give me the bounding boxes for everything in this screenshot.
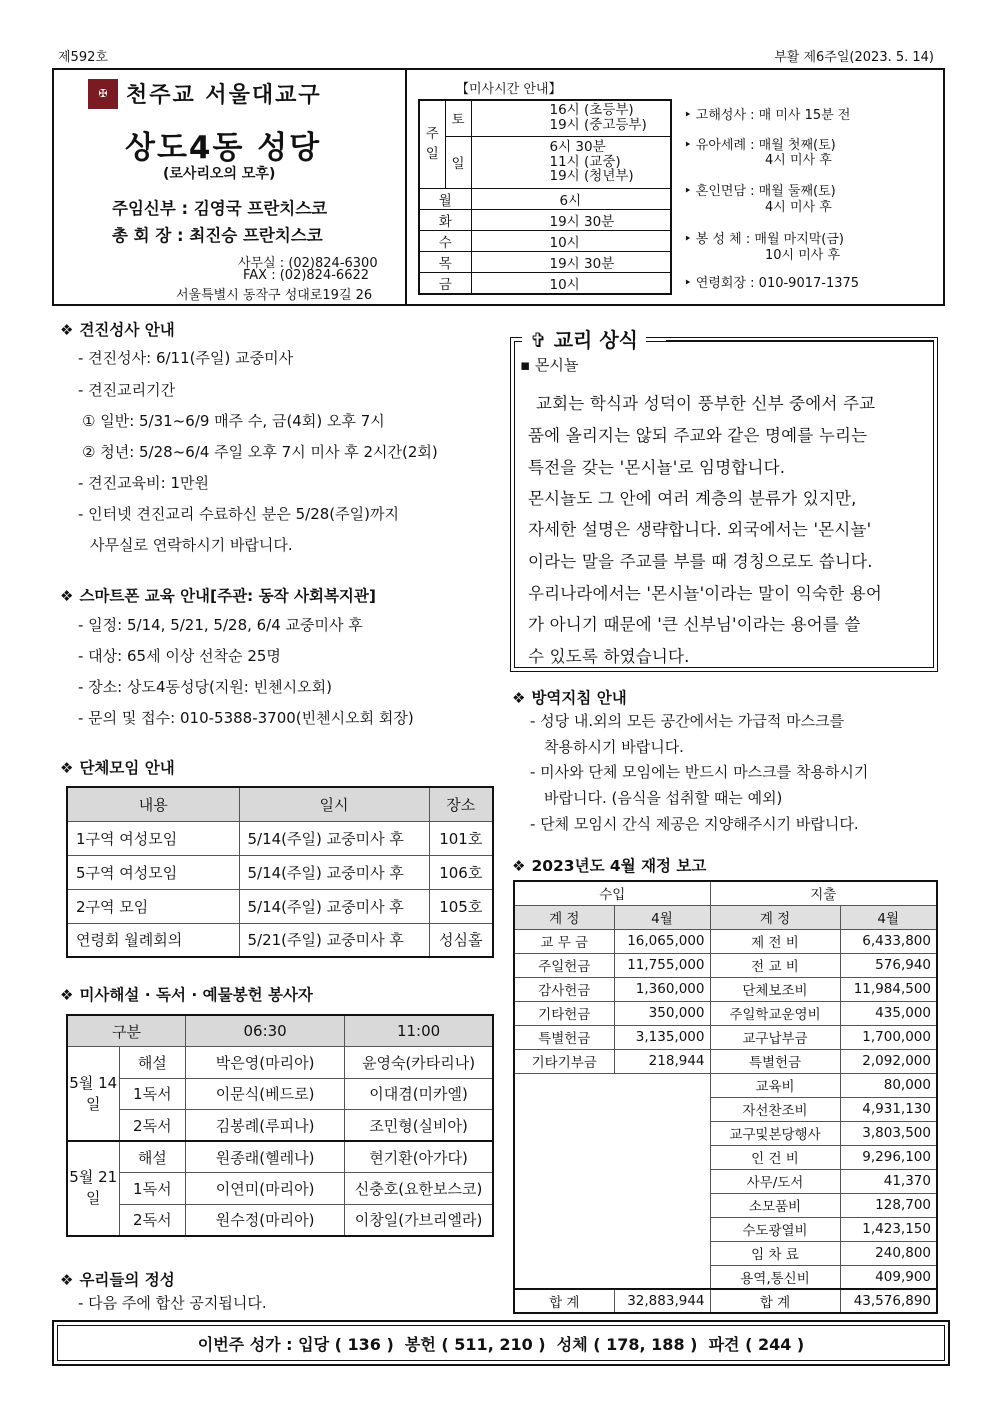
header-divider [405, 68, 407, 306]
finance-col-header: 4월 [614, 905, 710, 929]
group-name: 1구역 여성모임 [67, 821, 239, 855]
expense-item: 교구및본당행사 [710, 1121, 840, 1145]
mass-time: 6시 30분 [549, 138, 606, 155]
baptism-info-time: 4시 미사 후 [765, 153, 832, 168]
doctrine-line: 수 있도록 하였습니다. [528, 647, 690, 666]
volunteers-title [60, 983, 313, 1005]
confirmation-line: 사무실로 연락하시기 바랍니다. [90, 536, 293, 554]
table-row [67, 1204, 493, 1236]
table-row [514, 1025, 937, 1049]
confirmation-line: - 견진성사: 6/11(주일) 교중미사 [78, 349, 294, 367]
mass-day: 일 [445, 136, 471, 188]
confirmation-line: - 견진교육비: 1만원 [78, 474, 209, 492]
group-name: 연령회 월례회의 [67, 923, 239, 957]
group-time: 5/21(주일) 교중미사 후 [239, 923, 429, 957]
table-row [67, 821, 493, 855]
group-place: 101호 [429, 821, 493, 855]
smartphone-title [60, 584, 376, 606]
confirmation-line: - 인터넷 견진교리 수료하신 분은 5/28(주일)까지 [78, 505, 399, 523]
smartphone-line: - 일정: 5/14, 5/21, 5/28, 6/4 교중미사 후 [78, 616, 363, 634]
mass-day: 월 [419, 188, 471, 209]
volunteer-name: 원수정(마리아) [186, 1204, 345, 1236]
volunteers-table [66, 1014, 494, 1237]
diamond-icon: ❖ [60, 321, 74, 339]
table-row [514, 1001, 937, 1025]
mass-time: 19시 (중고등부) [549, 117, 647, 134]
mass-schedule-title: 【미사시간 안내】 [456, 82, 562, 97]
church-name: 상도4동 성당 [125, 130, 322, 166]
income-amount: 3,135,000 [614, 1025, 710, 1049]
expense-item: 사무/도서 [710, 1169, 840, 1193]
confirmation-title-text: 견진성사 안내 [79, 321, 175, 339]
mass-time: 19시 30분 [471, 251, 671, 272]
volunteer-name: 이문식(베드로) [186, 1078, 345, 1110]
smartphone-line: - 문의 및 접수: 010-5388-3700(빈첸시오회 회장) [78, 709, 414, 727]
expense-item: 교육비 [710, 1073, 840, 1097]
expense-amount: 128,700 [840, 1193, 937, 1217]
mass-time: 19시 30분 [471, 209, 671, 230]
doctrine-line: 가 아니기 때문에 '큰 신부님'이라는 용어를 쓸 [528, 615, 861, 634]
expense-amount: 6,433,800 [840, 929, 937, 953]
anointing-info: ‣ 봉 성 체 : 매월 마지막(금) [684, 232, 845, 247]
offering-title [60, 1268, 175, 1290]
income-header: 수입 [514, 881, 710, 905]
volunteer-name: 이연미(마리아) [186, 1173, 345, 1205]
expense-amount: 4,931,130 [840, 1097, 937, 1121]
mass-day: 목 [419, 251, 471, 272]
volunteer-role: 해설 [119, 1047, 186, 1079]
diocese-logo [88, 78, 322, 109]
marriage-info-time: 4시 미사 후 [765, 200, 832, 215]
anointing-info-time: 10시 미사 후 [765, 248, 841, 263]
mass-time: 10시 [471, 230, 671, 251]
expense-item: 주일학교운영비 [710, 1001, 840, 1025]
expense-amount: 2,092,000 [840, 1049, 937, 1073]
income-amount: 350,000 [614, 1001, 710, 1025]
table-row [514, 977, 937, 1001]
volunteer-name: 신충호(요한보스코) [345, 1173, 493, 1205]
groups-header: 내용 [67, 787, 239, 821]
volunteers-header: 구분 [67, 1015, 186, 1047]
volunteer-name: 현기환(아가다) [345, 1141, 493, 1173]
doctrine-subtitle: ▪ 몬시뇰 [520, 356, 579, 374]
groups-header: 장소 [429, 787, 493, 821]
income-amount: 1,360,000 [614, 977, 710, 1001]
volunteer-name: 김봉례(루피나) [186, 1110, 345, 1142]
group-place: 105호 [429, 889, 493, 923]
expense-item: 자선찬조비 [710, 1097, 840, 1121]
finance-col-header: 계 정 [710, 905, 840, 929]
diamond-icon: ❖ [60, 759, 74, 777]
doctrine-line: 특전을 갖는 '몬시뇰'로 임명합니다. [528, 458, 786, 477]
office-phone: 사무실 : (02)824-6300 [238, 256, 378, 271]
smartphone-line: - 대상: 65세 이상 선착순 25명 [78, 647, 281, 665]
diocese-name: 천주교 서울대교구 [126, 83, 322, 108]
income-item: 기타기부금 [514, 1049, 614, 1073]
expense-item: 단체보조비 [710, 977, 840, 1001]
volunteer-name: 윤영숙(카타리나) [345, 1047, 493, 1079]
doctrine-line: 몬시뇰도 그 안에 여러 계층의 분류가 있지만, [528, 489, 857, 508]
volunteer-role: 1독서 [119, 1078, 186, 1110]
volunteers-title-text: 미사해설 · 독서 · 예물봉헌 봉사자 [79, 986, 313, 1004]
volunteer-role: 1독서 [119, 1173, 186, 1205]
sunday-label: 주일 [419, 100, 445, 188]
expense-amount: 3,803,500 [840, 1121, 937, 1145]
finance-title [512, 854, 706, 876]
volunteer-role: 2독서 [119, 1204, 186, 1236]
expense-item: 임 차 료 [710, 1241, 840, 1265]
mass-time: 6시 [471, 188, 671, 209]
finance-col-header: 계 정 [514, 905, 614, 929]
expense-item: 전 교 비 [710, 953, 840, 977]
mass-day: 화 [419, 209, 471, 230]
table-row [67, 1110, 493, 1142]
income-blank-area [514, 1073, 710, 1289]
mass-day: 금 [419, 272, 471, 294]
volunteer-date: 5월 21일 [67, 1141, 119, 1236]
expense-item: 수도광열비 [710, 1217, 840, 1241]
volunteer-role: 해설 [119, 1141, 186, 1173]
diamond-icon: ❖ [60, 986, 74, 1004]
hymn-numbers: 이번주 성가 : 입당 ( 136 ) 봉헌 ( 511, 210 ) 성체 ( 178, 188 ) 파견 ( 244 ) [57, 1325, 945, 1361]
expense-total: 43,576,890 [840, 1289, 937, 1313]
issue-number: 제592호 [58, 50, 108, 65]
volunteer-name: 이창일(가브리엘라) [345, 1204, 493, 1236]
volunteer-name: 이대겸(미카엘) [345, 1078, 493, 1110]
group-time: 5/14(주일) 교중미사 후 [239, 855, 429, 889]
table-row [67, 1173, 493, 1205]
expense-item: 용역,통신비 [710, 1265, 840, 1289]
smartphone-title-text: 스마트폰 교육 안내[주관: 동작 사회복지관] [79, 587, 376, 605]
expense-amount: 435,000 [840, 1001, 937, 1025]
volunteers-header: 06:30 [186, 1015, 345, 1047]
confession-info: ‣ 고해성사 : 매 미사 15분 전 [684, 108, 851, 123]
income-total-label: 합 계 [514, 1289, 614, 1313]
finance-title-text: 2023년도 4월 재정 보고 [531, 857, 707, 875]
expense-amount: 9,296,100 [840, 1145, 937, 1169]
expense-amount: 1,700,000 [840, 1025, 937, 1049]
table-row [67, 1141, 493, 1173]
groups-title-text: 단체모임 안내 [79, 759, 175, 777]
table-row [67, 1047, 493, 1079]
doctrine-line: 이라는 말을 주교를 부를 때 경칭으로도 씁니다. [528, 552, 873, 571]
doctrine-line: 품에 올리지는 않되 주교와 같은 명예를 누리는 [528, 426, 868, 445]
pastor-name: 주임신부 : 김영국 프란치스코 [112, 199, 328, 218]
groups-header: 일시 [239, 787, 429, 821]
income-item: 주일헌금 [514, 953, 614, 977]
income-item: 특별헌금 [514, 1025, 614, 1049]
table-row [67, 889, 493, 923]
offering-title-text: 우리들의 정성 [79, 1271, 175, 1289]
diamond-icon: ❖ [60, 587, 74, 605]
group-place: 106호 [429, 855, 493, 889]
church-patron: (로사리오의 모후) [163, 166, 276, 182]
prevention-line: - 성당 내.외의 모든 공간에서는 가급적 마스크를 [530, 712, 845, 730]
mass-time: 19시 (청년부) [549, 168, 634, 185]
mass-time: 10시 [471, 272, 671, 294]
table-row [67, 855, 493, 889]
confirmation-title [60, 318, 175, 340]
expense-amount: 11,984,500 [840, 977, 937, 1001]
volunteer-role: 2독서 [119, 1110, 186, 1142]
volunteer-name: 조민형(실비아) [345, 1110, 493, 1142]
expense-amount: 240,800 [840, 1241, 937, 1265]
mass-time: 16시 (초등부) [549, 102, 634, 119]
group-time: 5/14(주일) 교중미사 후 [239, 889, 429, 923]
finance-col-header: 4월 [840, 905, 937, 929]
expense-amount: 576,940 [840, 953, 937, 977]
smartphone-line: - 장소: 상도4동성당(지원: 빈첸시오회) [78, 678, 332, 696]
expense-item: 특별헌금 [710, 1049, 840, 1073]
confirmation-line: ① 일반: 5/31~6/9 매주 수, 금(4회) 오후 7시 [82, 412, 385, 430]
expense-total-label: 합 계 [710, 1289, 840, 1313]
cross-logo-icon: ✠ [88, 79, 118, 109]
mass-day: 수 [419, 230, 471, 251]
prevention-title [512, 686, 627, 708]
mass-times [471, 136, 671, 188]
expense-amount: 41,370 [840, 1169, 937, 1193]
diamond-icon: ❖ [60, 1271, 74, 1289]
office-fax: FAX : (02)824-6622 [243, 268, 370, 283]
income-amount: 218,944 [614, 1049, 710, 1073]
mass-times [471, 100, 671, 136]
confirmation-line: ② 청년: 5/28~6/4 주일 오후 7시 미사 후 2시간(2회) [82, 443, 438, 461]
volunteer-name: 원종래(헬레나) [186, 1141, 345, 1173]
mass-time: 11시 (교중) [549, 153, 621, 170]
diamond-icon: ❖ [512, 689, 526, 707]
volunteer-date: 5월 14일 [67, 1047, 119, 1142]
total-row [514, 1289, 937, 1313]
doctrine-title-rule [666, 337, 934, 341]
expense-item: 인 건 비 [710, 1145, 840, 1169]
table-row [514, 929, 937, 953]
expense-header: 지출 [710, 881, 937, 905]
doctrine-line: 우리나라에서는 '몬시뇰'이라는 말이 익숙한 용어 [528, 584, 883, 603]
baptism-info: ‣ 유아세례 : 매월 첫째(토) [684, 138, 836, 153]
expense-item: 소모품비 [710, 1193, 840, 1217]
issue-date: 부활 제6주일(2023. 5. 14) [774, 50, 934, 65]
prevention-line: - 미사와 단체 모임에는 반드시 마스크를 착용하시기 [530, 763, 869, 781]
income-item: 기타헌금 [514, 1001, 614, 1025]
group-name: 5구역 여성모임 [67, 855, 239, 889]
table-row [514, 1049, 937, 1073]
income-item: 감사헌금 [514, 977, 614, 1001]
expense-item: 교구납부금 [710, 1025, 840, 1049]
income-item: 교 무 금 [514, 929, 614, 953]
doctrine-line: 자세한 설명은 생략합니다. 외국에서는 '몬시뇰' [528, 520, 872, 539]
expense-amount: 1,423,150 [840, 1217, 937, 1241]
mass-schedule-table [418, 99, 672, 295]
table-row [67, 923, 493, 957]
group-place: 성심홀 [429, 923, 493, 957]
elderly-contact: ‣ 연령회장 : 010-9017-1375 [684, 276, 860, 291]
income-amount: 11,755,000 [614, 953, 710, 977]
council-president: 총 회 장 : 최진승 프란치스코 [112, 226, 323, 245]
prevention-line: - 단체 모임시 간식 제공은 지양해주시기 바랍니다. [530, 815, 859, 833]
expense-item: 제 전 비 [710, 929, 840, 953]
income-amount: 16,065,000 [614, 929, 710, 953]
diamond-icon: ❖ [512, 857, 526, 875]
confirmation-line: - 견진교리기간 [78, 381, 176, 399]
marriage-info: ‣ 혼인면담 : 매월 둘째(토) [684, 184, 836, 199]
table-row [514, 953, 937, 977]
expense-amount: 80,000 [840, 1073, 937, 1097]
table-row [514, 1073, 937, 1097]
mass-day: 토 [445, 100, 471, 136]
group-name: 2구역 모임 [67, 889, 239, 923]
groups-table [66, 786, 494, 958]
groups-title [60, 756, 175, 778]
doctrine-line: 교회는 학식과 성덕이 풍부한 신부 중에서 주교 [536, 394, 876, 413]
group-time: 5/14(주일) 교중미사 후 [239, 821, 429, 855]
volunteer-name: 박은영(마리아) [186, 1047, 345, 1079]
prevention-line: 바랍니다. (음식을 섭취할 때는 예외) [544, 789, 783, 807]
doctrine-title: ✞ 교리 상식 [522, 324, 646, 353]
expense-amount: 409,900 [840, 1265, 937, 1289]
offering-line: - 다음 주에 합산 공지됩니다. [78, 1294, 267, 1312]
prevention-title-text: 방역지침 안내 [531, 689, 627, 707]
finance-table [513, 880, 938, 1314]
volunteers-header: 11:00 [345, 1015, 493, 1047]
church-address: 서울특별시 동작구 성대로19길 26 [176, 288, 373, 303]
income-total: 32,883,944 [614, 1289, 710, 1313]
prevention-line: 착용하시기 바랍니다. [544, 738, 684, 756]
table-row [67, 1078, 493, 1110]
